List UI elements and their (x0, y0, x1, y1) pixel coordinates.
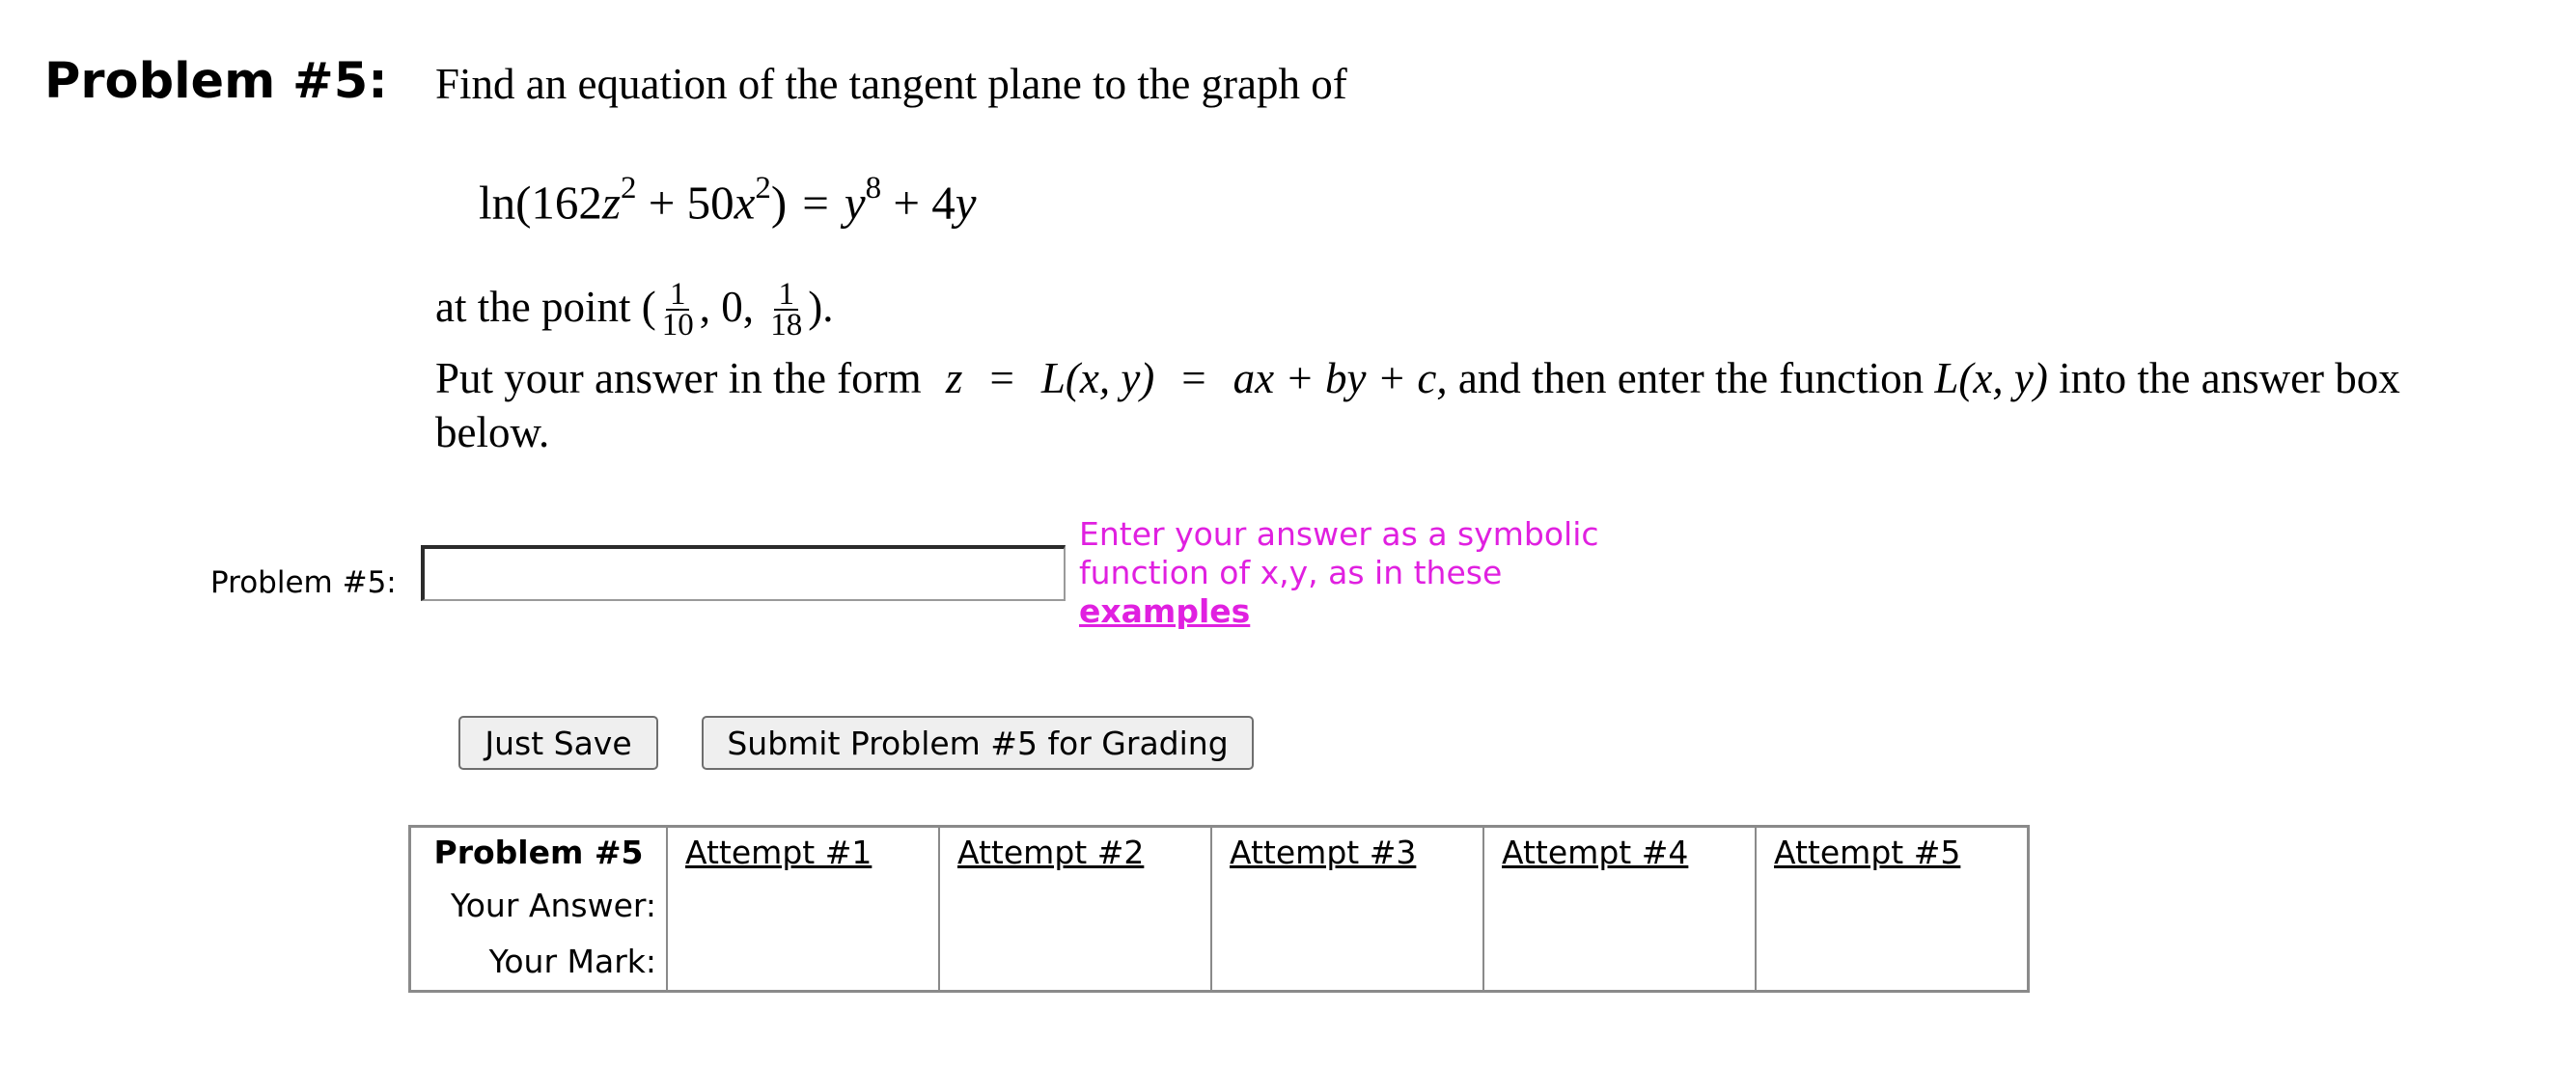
answer-hint (1079, 515, 1677, 631)
mark-cell (939, 934, 1211, 992)
attempts-header-row (410, 827, 2029, 879)
fraction-1-numerator: 1 (666, 280, 690, 311)
form-formula: ax + by + c, (1233, 354, 1448, 402)
your-mark-label: Your Mark: (488, 943, 656, 980)
answer-label: Problem #5: (210, 565, 397, 600)
form-mid: and then enter the function (1447, 354, 1935, 402)
hint-text: Enter your answer as a symbolic function of x,y, as in these (1079, 515, 1599, 591)
answer-cell (667, 878, 939, 934)
submit-grading-button[interactable]: Submit Problem #5 for Grading (702, 716, 1254, 770)
eq-lhs-close: ) (770, 176, 788, 230)
eq-exp-1: 2 (621, 171, 637, 205)
form-prefix: Put your answer in the form (435, 354, 932, 402)
eq-equals: = (802, 176, 829, 230)
eq-rhs-plus: + 4 (881, 176, 956, 230)
point-suffix: ). (808, 283, 834, 331)
eq-var-y2: y (955, 176, 977, 230)
attempt-2-link[interactable]: Attempt #2 (957, 834, 1145, 871)
eq-var-z: z (601, 176, 622, 230)
answer-cell (1483, 878, 1756, 934)
fraction-1 (658, 276, 698, 342)
eq-var-y: y (844, 176, 866, 230)
fraction-2 (766, 276, 806, 342)
attempt-4-link[interactable]: Attempt #4 (1502, 834, 1689, 871)
examples-link[interactable]: examples (1079, 592, 1251, 630)
fraction-2-numerator: 1 (774, 280, 798, 311)
form-L: L(x, y) (1040, 354, 1155, 402)
point-separator: , 0, (699, 283, 765, 331)
form-instruction (435, 351, 2400, 405)
fraction-2-denominator: 18 (770, 307, 803, 342)
your-answer-row (410, 878, 2029, 934)
answer-input[interactable] (421, 545, 1066, 601)
mark-cell (1483, 934, 1756, 992)
problem-heading: Problem #5: (44, 53, 388, 110)
your-mark-row (410, 934, 2029, 992)
fraction-1-denominator: 10 (661, 307, 694, 342)
problem-intro: Find an equation of the tangent plane to the graph of (435, 60, 1347, 108)
mark-cell (667, 934, 939, 992)
form-eq2: = (1181, 354, 1206, 402)
attempts-table (408, 825, 2030, 993)
form-suffix: into the answer box (2047, 354, 2400, 402)
attempt-5-link[interactable]: Attempt #5 (1774, 834, 1961, 871)
form-eq1: = (989, 354, 1014, 402)
point-line (435, 276, 833, 342)
mark-cell (1211, 934, 1483, 992)
eq-lhs-mid: + 50 (636, 176, 734, 230)
attempt-3-link[interactable]: Attempt #3 (1230, 834, 1417, 871)
your-answer-label: Your Answer: (450, 887, 656, 924)
equation (479, 161, 977, 233)
answer-cell (939, 878, 1211, 934)
attempts-header-label: Problem #5 (433, 834, 644, 871)
eq-var-x: x (734, 176, 756, 230)
mark-cell (1756, 934, 2029, 992)
eq-exp-3: 8 (865, 171, 882, 205)
answer-cell (1211, 878, 1483, 934)
form-L2: L(x, y) (1934, 354, 2048, 402)
eq-lhs-func: ln(162 (479, 176, 602, 230)
form-z: z (945, 354, 963, 402)
attempt-1-link[interactable]: Attempt #1 (685, 834, 873, 871)
form-instruction-line2: below. (435, 408, 550, 456)
point-prefix: at the point ( (435, 283, 656, 331)
answer-cell (1756, 878, 2029, 934)
just-save-button[interactable]: Just Save (458, 716, 658, 770)
eq-exp-2: 2 (755, 171, 771, 205)
